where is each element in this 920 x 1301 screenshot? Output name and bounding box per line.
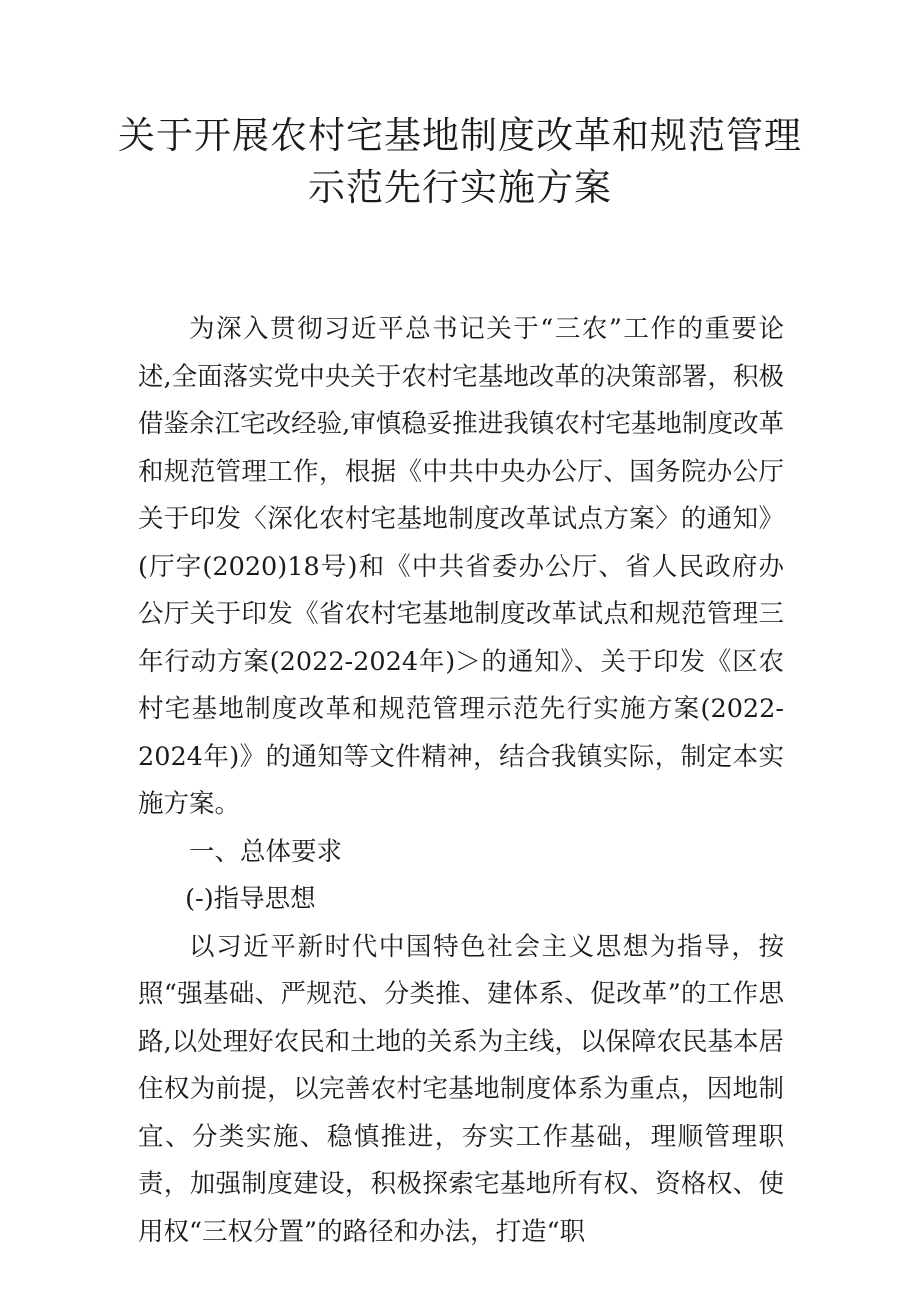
intro-paragraph: 为深入贯彻习近平总书记关于“三农”工作的重要论述,全面落实党中央关于农村宅基地改革的决策部署，积极借鉴余江宅改经验,审慎稳妥推进我镇农村宅基地制度改革和规范管理工作，根据《中共中央办公厅、国务院办公厅关于印发〈深化农村宅基地制度改革试点方案〉的通知》(厅字(2020)18号)和《中共省委办公厅、省人民政府办公厅关于印发《省农村宅基地制度改革试点和规范管理三年行动方案(2022-2024年)＞的通知》、关于印发《区农村宅基地制度改革和规范管理示范先行实施方案(2022-2024年)》的通知等文件精神，结合我镇实际，制定本实施方案。: [138, 314, 784, 819]
title-line-1: 关于开展农村宅基地制度改革和规范管理: [118, 114, 802, 157]
subsection-heading-guiding-ideology: (-)指导思想: [185, 884, 316, 914]
section-heading-overall-requirements: 一、总体要求: [189, 836, 343, 867]
title-line-2: 示范先行实施方案: [308, 166, 612, 209]
guiding-ideology-paragraph: 以习近平新时代中国特色社会主义思想为指导，按照“强基础、严规范、分类推、建体系、促改革”的工作思路,以处理好农民和土地的关系为主线，以保障农民基本居住权为前提，以完善农村宅基地制度体系为重点，因地制宜、分类实施、稳慎推进，夯实工作基础，理顺管理职责，加强制度建设，积极探索宅基地所有权、资格权、使用权“三权分置”的路径和办法，打造“职: [138, 931, 784, 1247]
document-body: [138, 306, 784, 1256]
document-title: [100, 110, 820, 214]
